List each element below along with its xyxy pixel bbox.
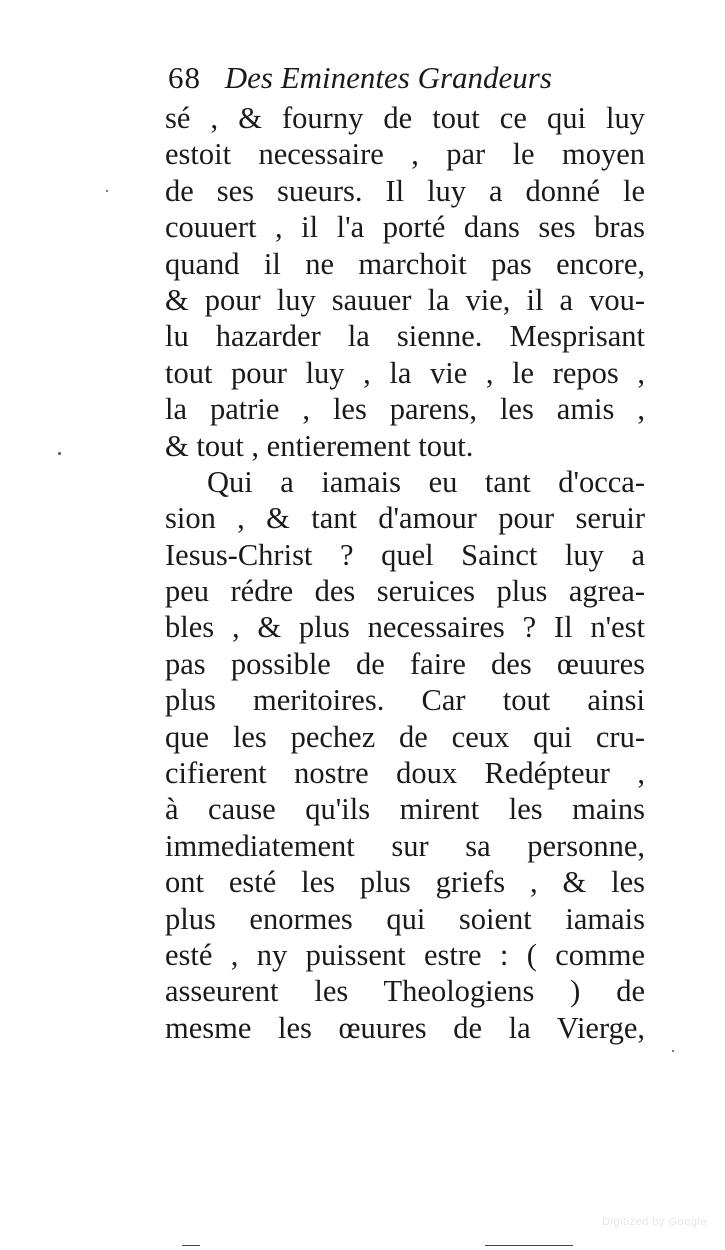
- text-line: que les pechez de ceux qui cru-: [165, 719, 645, 754]
- text-line: couuert , il l'a porté dans ses bras: [165, 210, 645, 245]
- text-line: bles , & plus necessaires ? Il n'est: [165, 610, 645, 645]
- text-line: sion , & tant d'amour pour seruir: [165, 501, 645, 536]
- text-line: asseurent les Theologiens ) de: [165, 974, 645, 1009]
- text-line: Iesus-Christ ? quel Sainct luy a: [165, 537, 645, 572]
- text-line: tout pour luy , la vie , le repos ,: [165, 355, 645, 390]
- text-line: lu hazarder la sienne. Mesprisant: [165, 319, 645, 354]
- text-line: cifierent nostre doux Redépteur ,: [165, 756, 645, 791]
- text-line: plus enormes qui soient iamais: [165, 901, 645, 936]
- body-text: [165, 100, 645, 1046]
- paragraph-start-line: Qui a iamais eu tant d'occa-: [207, 464, 645, 499]
- print-speck: [58, 452, 61, 455]
- print-speck: [672, 1050, 674, 1052]
- page-number: 68: [168, 60, 201, 95]
- text-line: estoit necessaire , par le moyen: [165, 137, 645, 172]
- text-line: à cause qu'ils mirent les mains: [165, 792, 645, 827]
- text-line: esté , ny puissent estre : ( comme: [165, 937, 645, 972]
- bottom-rule-left: [182, 1245, 200, 1246]
- text-line: immediatement sur sa personne,: [165, 828, 645, 863]
- text-line: quand il ne marchoit pas encore,: [165, 246, 645, 281]
- text-line: de ses sueurs. Il luy a donné le: [165, 173, 645, 208]
- page-header: [168, 58, 648, 98]
- text-line: mesme les œuures de la Vierge,: [165, 1010, 645, 1045]
- paragraph-end-line: & tout , entierement tout.: [165, 428, 474, 463]
- text-line: la patrie , les parens, les amis ,: [165, 392, 645, 427]
- watermark: Digitized by Google: [602, 1216, 707, 1228]
- text-line: pas possible de faire des œuures: [165, 646, 645, 681]
- print-speck: [106, 190, 108, 192]
- running-title: Des Eminentes Grandeurs: [224, 60, 552, 95]
- text-line: ont esté les plus griefs , & les: [165, 865, 645, 900]
- text-line: & pour luy sauuer la vie, il a vou-: [165, 282, 645, 317]
- text-line: peu rédre des seruices plus agrea-: [165, 574, 645, 609]
- text-line: sé , & fourny de tout ce qui luy: [165, 101, 645, 135]
- bottom-rule-right: [485, 1245, 573, 1246]
- text-line: plus meritoires. Car tout ainsi: [165, 683, 645, 718]
